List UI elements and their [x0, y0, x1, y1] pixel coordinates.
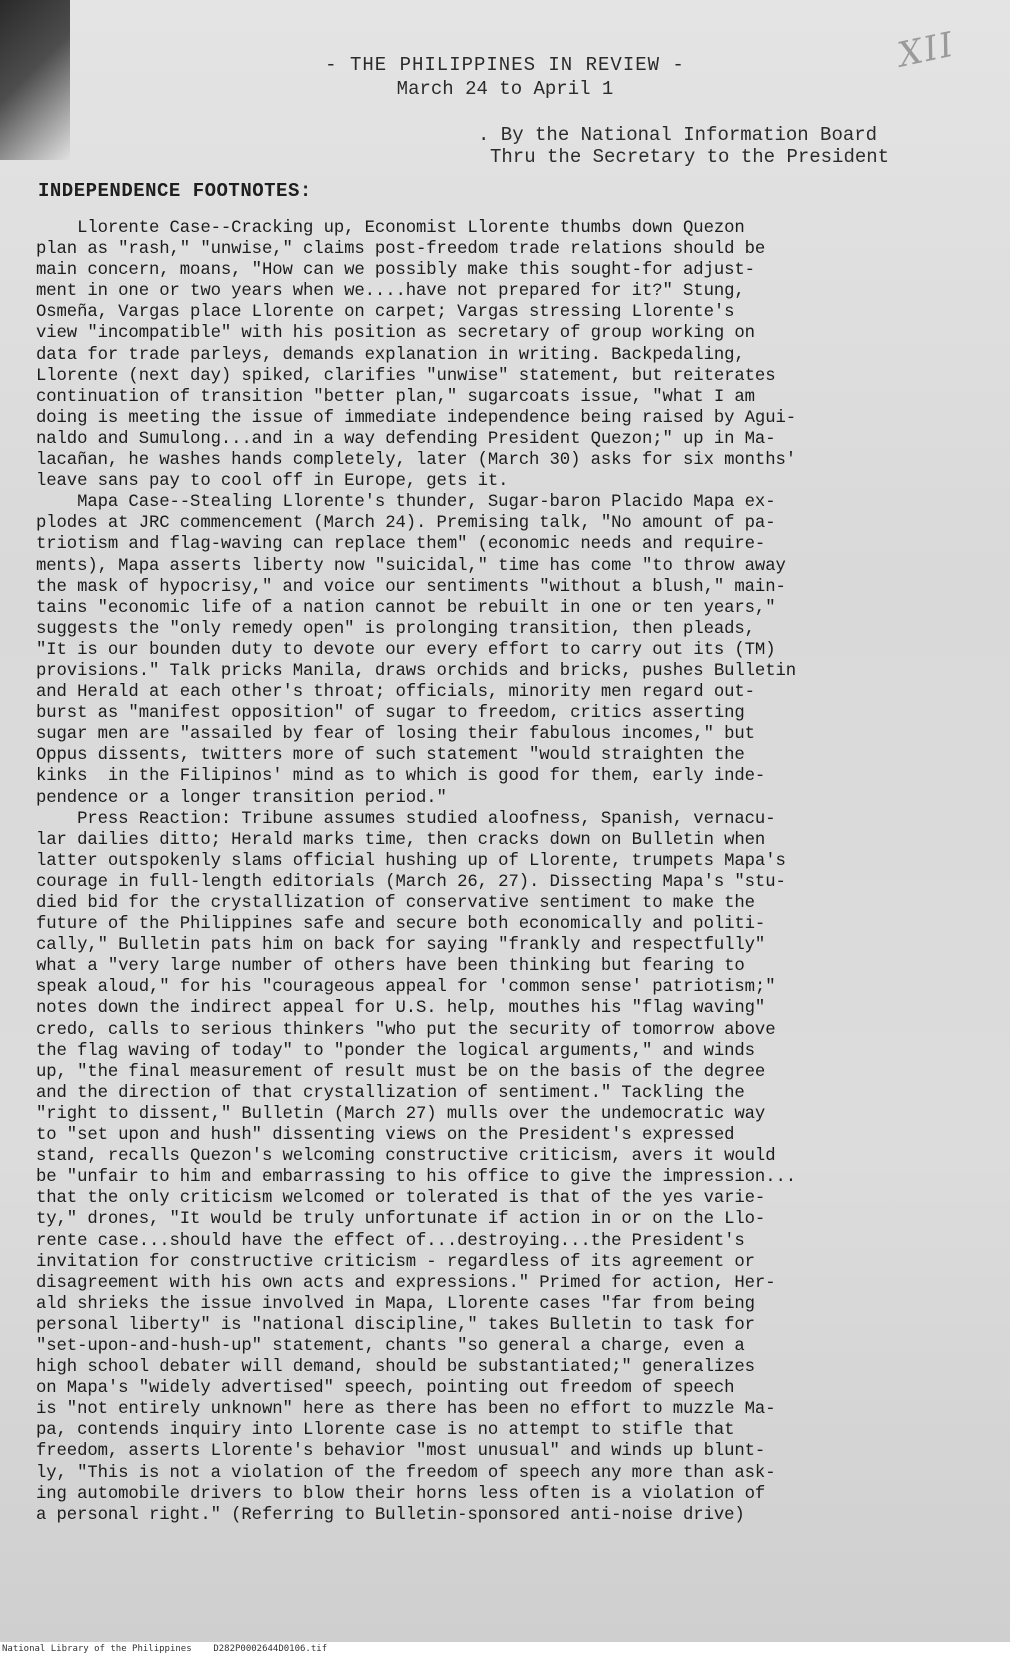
page-number-mark: XII	[894, 24, 959, 76]
text-line: view "incompatible" with his position as secretary of group working on	[36, 324, 755, 344]
text-line: Mapa Case--Stealing Llorente's thunder, Sugar-baron Placido Mapa ex-	[36, 493, 776, 513]
document-title: - THE PHILIPPINES IN REVIEW -	[325, 54, 685, 76]
text-line: invitation for constructive criticism - regardless of its agreement or	[36, 1252, 755, 1272]
text-line: plodes at JRC commencement (March 24). Premising talk, "No amount of pa-	[36, 514, 776, 534]
text-line: a personal right." (Referring to Bulletin-sponsored anti-noise drive)	[36, 1505, 745, 1525]
text-line: lacañan, he washes hands completely, later (March 30) asks for six months'	[36, 451, 797, 471]
text-line: stand, recalls Quezon's welcoming constructive criticism, avers it would	[36, 1147, 776, 1167]
text-line: ly, "This is not a violation of the freedom of speech any more than ask-	[36, 1463, 776, 1483]
text-line: Llorente Case--Cracking up, Economist Llorente thumbs down Quezon	[36, 219, 745, 238]
text-line: died bid for the crystallization of conservative sentiment to make the	[36, 894, 755, 913]
byline-line-1: . By the National Information Board	[478, 124, 878, 146]
text-line: ment in one or two years when we....have not prepared for it?" Stung,	[36, 282, 745, 302]
text-line: Osmeña, Vargas place Llorente on carpet; Vargas stressing Llorente's	[36, 303, 735, 323]
text-line: "right to dissent," Bulletin (March 27) mulls over the undemocratic way	[36, 1104, 766, 1124]
text-line: the mask of hypocrisy," and voice our sentiments "without a blush," main-	[36, 577, 786, 597]
text-line: up, "the final measurement of result must be on the basis of the degree	[36, 1062, 766, 1082]
text-line: future of the Philippines safe and secure both economically and politi-	[36, 915, 766, 935]
text-line: credo, calls to serious thinkers "who put the security of tomorrow above	[36, 1020, 776, 1040]
text-line: disagreement with his own acts and expressions." Primed for action, Her-	[36, 1273, 776, 1293]
text-line: rente case...should have the effect of...destroying...the President's	[36, 1231, 745, 1251]
text-line: to "set upon and hush" dissenting views on the President's expressed	[36, 1126, 735, 1146]
text-line: freedom, asserts Llorente's behavior "most unusual" and winds up blunt-	[36, 1442, 766, 1462]
text-line: triotism and flag-waving can replace them" (economic needs and require-	[36, 535, 766, 555]
text-line: kinks in the Filipinos' mind as to which is good for them, early inde-	[36, 767, 766, 787]
text-line: courage in full-length editorials (March 26, 27). Dissecting Mapa's "stu-	[36, 872, 786, 892]
text-line: on Mapa's "widely advertised" speech, pointing out freedom of speech	[36, 1379, 735, 1399]
text-line: "It is our bounden duty to devote our every effort to carry out its (TM)	[36, 640, 776, 660]
text-line: sugar men are "assailed by fear of losing their fabulous incomes," but	[36, 725, 755, 745]
text-line: be "unfair to him and embarrassing to his office to give the impression...	[36, 1168, 797, 1188]
text-line: doing is meeting the issue of immediate independence being raised by Agui-	[36, 408, 797, 428]
text-line: and the direction of that crystallization of sentiment." Tackling the	[36, 1083, 745, 1103]
text-line: latter outspokenly slams official hushing up of Llorente, trumpets Mapa's	[36, 851, 786, 871]
text-line: speak aloud," for his "courageous appeal for 'common sense' patriotism;"	[36, 978, 776, 998]
section-heading: INDEPENDENCE FOOTNOTES:	[38, 180, 312, 202]
text-line: main concern, moans, "How can we possibly make this sought-for adjust-	[36, 261, 755, 281]
text-line: ald shrieks the issue involved in Mapa, Llorente cases "far from being	[36, 1294, 755, 1314]
byline	[478, 124, 889, 168]
text-line: "set-upon-and-hush-up" statement, chants "so general a charge, even a	[36, 1336, 745, 1356]
text-line: provisions." Talk pricks Manila, draws orchids and bricks, pushes Bulletin	[36, 661, 797, 681]
body-text	[36, 218, 986, 1526]
text-line: suggests the "only remedy open" is prolonging transition, then pleads,	[36, 619, 755, 639]
text-line: ing automobile drivers to blow their horns less often is a violation of	[36, 1484, 766, 1504]
text-line: personal liberty" is "national discipline," takes Bulletin to task for	[36, 1315, 755, 1335]
text-line: pendence or a longer transition period."	[36, 788, 447, 808]
text-line: what a "very large number of others have been thinking but fearing to	[36, 957, 745, 977]
text-line: Press Reaction: Tribune assumes studied aloofness, Spanish, vernacu-	[36, 809, 776, 829]
document-header	[0, 54, 1010, 100]
text-line: naldo and Sumulong...and in a way defending President Quezon;" up in Ma-	[36, 429, 776, 449]
text-line: cally," Bulletin pats him on back for saying "frankly and respectfully"	[36, 936, 766, 956]
text-line: continuation of transition "better plan," sugarcoats issue, "what I am	[36, 387, 755, 407]
text-line: is "not entirely unknown" here as there has been no effort to muzzle Ma-	[36, 1400, 776, 1420]
text-line: notes down the indirect appeal for U.S. help, mouthes his "flag waving"	[36, 999, 766, 1019]
text-line: lar dailies ditto; Herald marks time, then cracks down on Bulletin when	[36, 830, 766, 850]
text-line: Llorente (next day) spiked, clarifies "unwise" statement, but reiterates	[36, 366, 776, 386]
text-line: burst as "manifest opposition" of sugar to freedom, critics asserting	[36, 704, 745, 724]
text-line: Oppus dissents, twitters more of such statement "would straighten the	[36, 746, 745, 766]
text-line: that the only criticism welcomed or tolerated is that of the yes varie-	[36, 1189, 766, 1209]
text-line: ments), Mapa asserts liberty now "suicidal," time has come "to throw away	[36, 556, 786, 576]
text-line: and Herald at each other's throat; officials, minority men regard out-	[36, 683, 755, 703]
archive-footer: National Library of the Philippines D282P0002644D0106.tif	[2, 1644, 328, 1654]
byline-line-2: Thru the Secretary to the President	[490, 146, 890, 168]
text-line: ty," drones, "It would be truly unfortunate if action in or on the Llo-	[36, 1210, 766, 1230]
text-line: the flag waving of today" to "ponder the logical arguments," and winds	[36, 1041, 755, 1061]
text-line: high school debater will demand, should be substantiated;" generalizes	[36, 1358, 755, 1378]
text-line: pa, contends inquiry into Llorente case is no attempt to stifle that	[36, 1421, 735, 1441]
text-line: leave sans pay to cool off in Europe, gets it.	[36, 472, 509, 492]
text-line: data for trade parleys, demands explanation in writing. Backpedaling,	[36, 345, 745, 365]
document-date-range: March 24 to April 1	[396, 78, 614, 100]
text-line: plan as "rash," "unwise," claims post-freedom trade relations should be	[36, 240, 766, 260]
text-line: tains "economic life of a nation cannot be rebuilt in one or ten years,"	[36, 598, 776, 618]
